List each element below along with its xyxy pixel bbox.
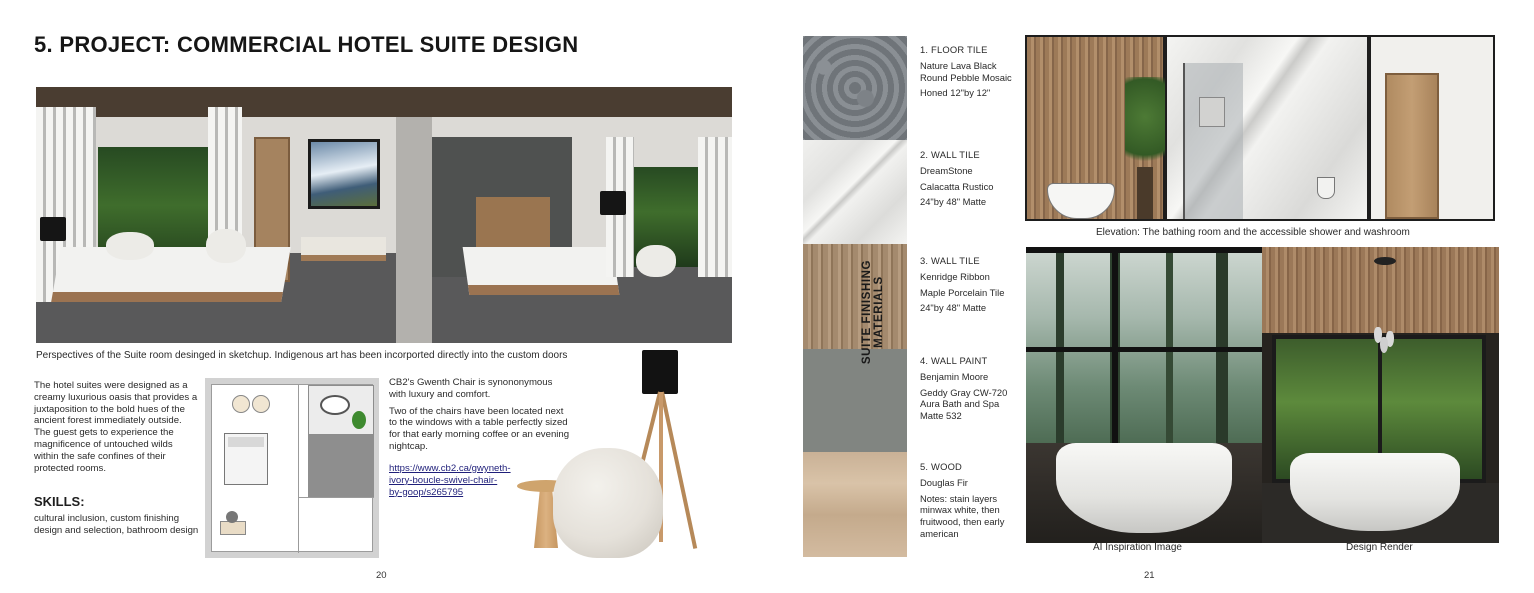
elevation-caption: Elevation: The bathing room and the accessible shower and washroom — [1096, 227, 1410, 238]
page-number-left: 20 — [376, 570, 387, 581]
douglas-fir-swatch — [803, 452, 907, 557]
floor-lamp-leg — [660, 392, 697, 549]
ai-inspiration-image — [1026, 247, 1262, 543]
material-2 — [920, 149, 1024, 212]
wall-paint-swatch — [803, 349, 907, 452]
bathroom-elevation — [1025, 35, 1495, 221]
ai-image-caption: AI Inspiration Image — [1093, 542, 1182, 553]
material-4 — [920, 355, 1024, 426]
material-line: 24"by 48" Matte — [920, 302, 987, 314]
material-heading: 4. WALL PAINT — [920, 355, 988, 366]
material-line: Nature Lava Black Round Pebble Mosaic — [920, 59, 1012, 83]
material-line: Douglas Fir — [920, 476, 968, 488]
page-title: 5. PROJECT: COMMERCIAL HOTEL SUITE DESIGN — [34, 32, 579, 57]
render-caption: Design Render — [1346, 542, 1413, 553]
material-line: Honed 12"by 12" — [920, 87, 991, 99]
material-line: 24"by 48" Matte — [920, 196, 987, 208]
floor-lamp-shade — [642, 350, 678, 394]
material-line: Geddy Gray CW-720 Aura Bath and Spa Matte 532 — [920, 386, 1008, 422]
finishing-materials-label: SUITE FINISHING MATERIALS — [861, 259, 885, 365]
chair-text-intro: CB2's Gwenth Chair is synononymous with luxury and comfort. — [389, 377, 553, 400]
material-heading: 3. WALL TILE — [920, 255, 980, 266]
material-line: Kenridge Ribbon — [920, 270, 990, 282]
suite-perspective-renders — [36, 87, 732, 343]
marble-wall-tile-swatch — [803, 140, 907, 244]
material-3 — [920, 255, 1024, 318]
material-5 — [920, 461, 1024, 544]
hero-caption: Perspectives of the Suite room desinged in sketchup. Indigenous art has been incorported directly into the custom doors — [36, 350, 568, 361]
material-heading: 1. FLOOR TILE — [920, 44, 988, 55]
skills-heading: SKILLS: — [34, 494, 85, 509]
chair-description — [389, 377, 571, 458]
material-line: Benjamin Moore — [920, 370, 989, 382]
chair-text-placement: Two of the chairs have been located next to the windows with a table perfectly sized for that early morning coffee or an evening nightcap. — [389, 405, 570, 452]
material-line: DreamStone — [920, 164, 973, 176]
swivel-chair-photo — [553, 448, 663, 558]
suite-floor-plan — [205, 378, 379, 558]
project-description: The hotel suites were designed as a creamy luxurious oasis that provides a juxtaposition to the bold hues of the ancient forest immediately outside. The guest gets to experience the magnificence of untouched wilds within the safe confines of their protected rooms. — [34, 380, 198, 474]
material-heading: 5. WOOD — [920, 461, 963, 472]
material-heading: 2. WALL TILE — [920, 149, 980, 160]
perspective-render-right — [396, 87, 732, 343]
wood-ribbon-tile-swatch — [803, 244, 907, 349]
skills-text: cultural inclusion, custom finishing design and selection, bathroom design — [34, 513, 199, 536]
chair-product-link[interactable]: https://www.cb2.ca/gwyneth-ivory-boucle-swivel-chair-by-goop/s265795 — [389, 463, 511, 498]
page-number-right: 21 — [1144, 570, 1155, 581]
floor-tile-swatch — [803, 36, 907, 140]
material-line: Maple Porcelain Tile — [920, 286, 1005, 298]
material-1 — [920, 44, 1024, 103]
material-line: Calacatta Rustico — [920, 180, 994, 192]
perspective-render-left — [36, 87, 396, 343]
material-line: Notes: stain layers minwax white, then fruitwood, then early american — [920, 492, 1005, 539]
design-render-image — [1262, 247, 1499, 543]
